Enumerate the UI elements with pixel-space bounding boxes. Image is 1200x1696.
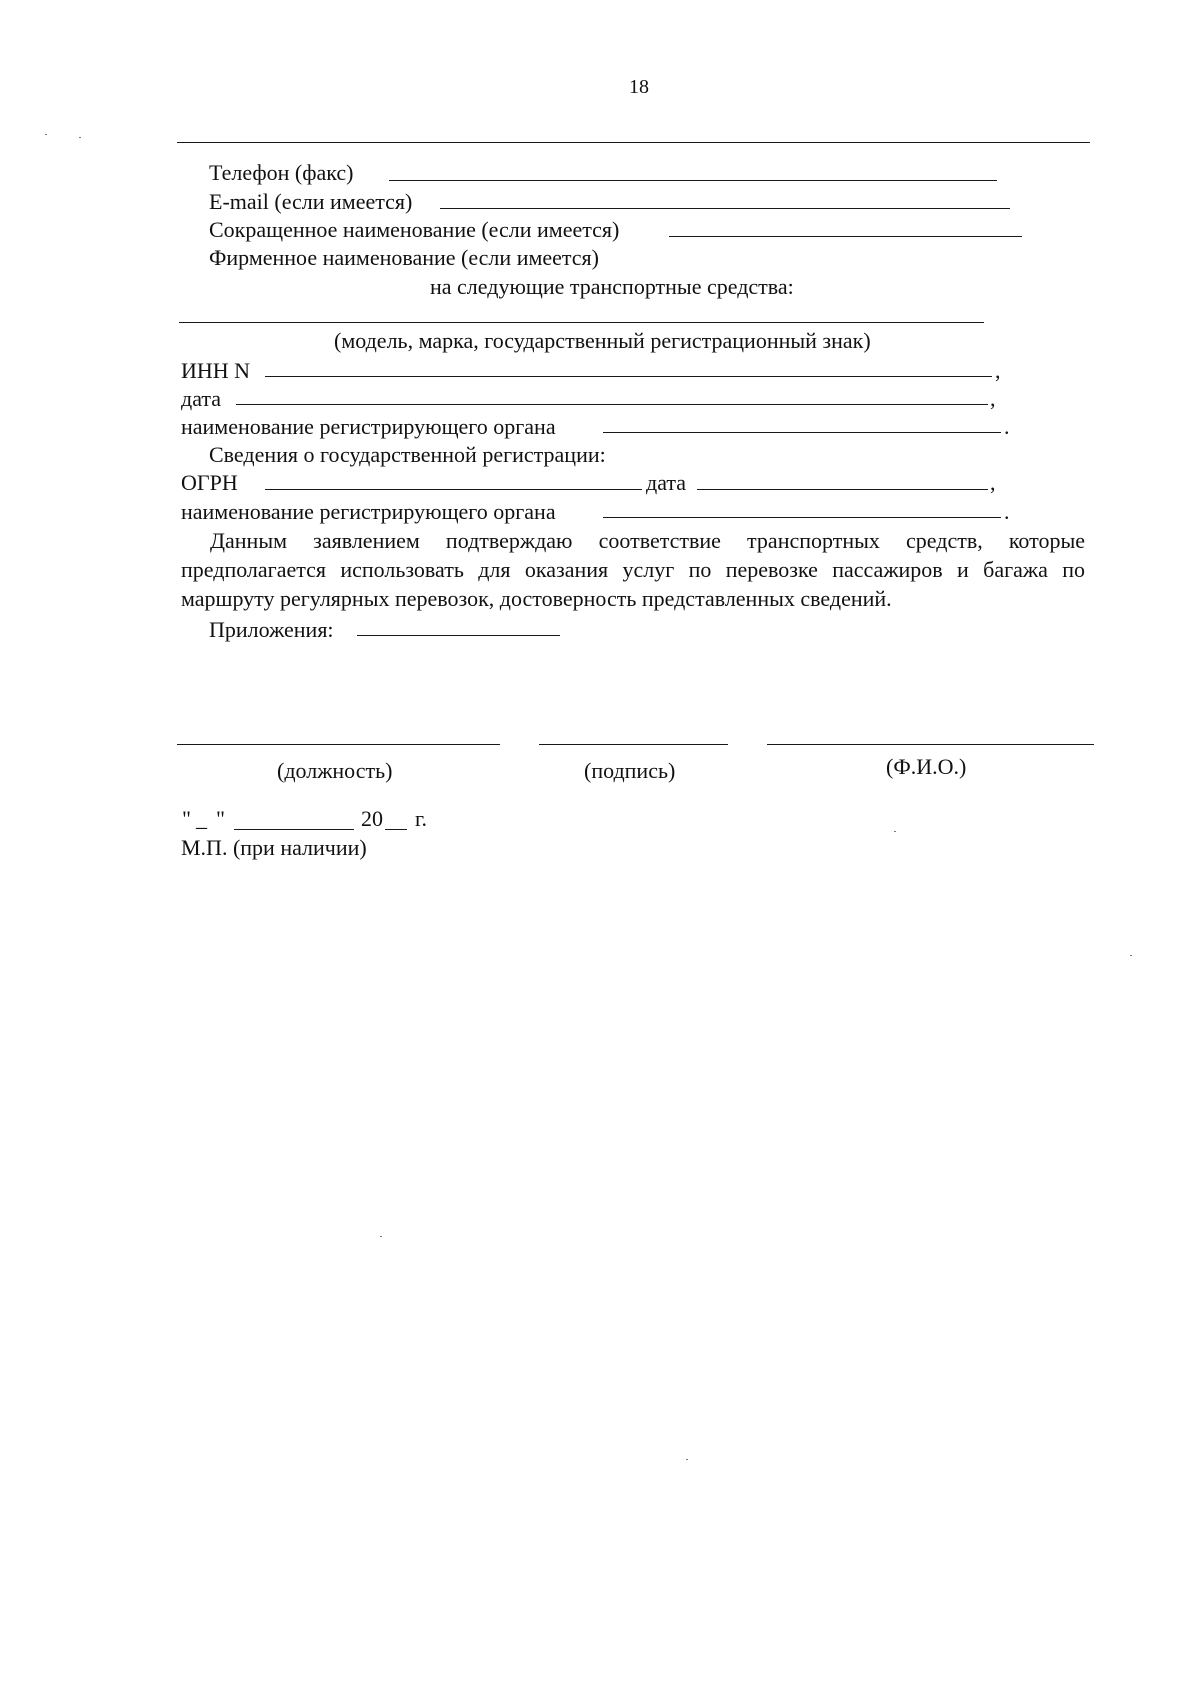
- phone-label: Телефон (факс): [209, 160, 354, 185]
- scan-speck: [79, 137, 81, 138]
- vehicles-intro: на следующие транспортные средства:: [430, 274, 794, 299]
- ogrn-date-comma: ,: [990, 470, 996, 495]
- inn-comma: ,: [995, 358, 1001, 383]
- reg-authority-field[interactable]: [603, 432, 1001, 433]
- phone-field[interactable]: [389, 180, 997, 181]
- scan-speck: [1130, 955, 1132, 956]
- ogrn-label: ОГРН: [181, 470, 238, 495]
- email-field[interactable]: [440, 208, 1010, 209]
- reg-authority-label: наименование регистрирующего органа: [181, 414, 556, 439]
- top-rule: [177, 142, 1090, 143]
- short-name-label: Сокращенное наименование (если имеется): [209, 217, 620, 242]
- reg-authority-period: .: [1004, 414, 1010, 439]
- signature-caption: (подпись): [584, 758, 676, 783]
- date-year-suffix: г.: [415, 806, 428, 831]
- position-caption: (должность): [277, 758, 393, 783]
- vehicle-caption: (модель, марка, государственный регистрационный знак): [334, 328, 871, 353]
- date-label: дата: [181, 386, 222, 411]
- reg-authority-2-label: наименование регистрирующего органа: [181, 499, 556, 524]
- date-day[interactable]: _: [196, 806, 207, 831]
- ogrn-field[interactable]: [265, 489, 642, 490]
- date-year-prefix: 20: [361, 806, 383, 831]
- ogrn-date-field[interactable]: [697, 489, 988, 490]
- reg-authority-2-period: .: [1004, 499, 1010, 524]
- scan-speck: [380, 1236, 382, 1237]
- date-month-field[interactable]: [234, 829, 354, 830]
- ogrn-date-label: дата: [646, 470, 687, 495]
- position-line[interactable]: [177, 744, 500, 745]
- attachments-label: Приложения:: [209, 617, 334, 642]
- date-quote-close: ": [216, 806, 225, 831]
- date-quote-open: ": [182, 806, 191, 831]
- signature-line[interactable]: [539, 744, 728, 745]
- date-year-field[interactable]: [385, 829, 407, 830]
- inn-label: ИНН N: [181, 358, 251, 383]
- date-field[interactable]: [236, 404, 988, 405]
- declaration-text: [181, 526, 1085, 613]
- stamp-label: М.П. (при наличии): [181, 835, 367, 860]
- scan-speck: [894, 831, 896, 832]
- scan-speck: [45, 134, 47, 135]
- scan-speck: [686, 1459, 688, 1460]
- vehicle-field[interactable]: [179, 322, 984, 323]
- short-name-field[interactable]: [669, 236, 1022, 237]
- state-reg-label: Сведения о государственной регистрации:: [209, 442, 606, 467]
- attachments-field[interactable]: [357, 635, 560, 636]
- name-caption: (Ф.И.О.): [886, 754, 967, 779]
- name-line[interactable]: [767, 744, 1094, 745]
- company-name-label: Фирменное наименование (если имеется): [209, 245, 600, 270]
- inn-field[interactable]: [265, 376, 992, 377]
- email-label: E-mail (если имеется): [209, 189, 413, 214]
- date-comma: ,: [990, 386, 996, 411]
- reg-authority-2-field[interactable]: [603, 517, 1001, 518]
- page-number: 18: [629, 76, 649, 98]
- declaration-body: Данным заявлением подтверждаю соответствие транспортных средств, которые предполагается использовать для оказания услуг по перевозке пассажиров и багажа по маршруту регулярных перевозок, достоверность представленных сведений.: [181, 528, 1085, 611]
